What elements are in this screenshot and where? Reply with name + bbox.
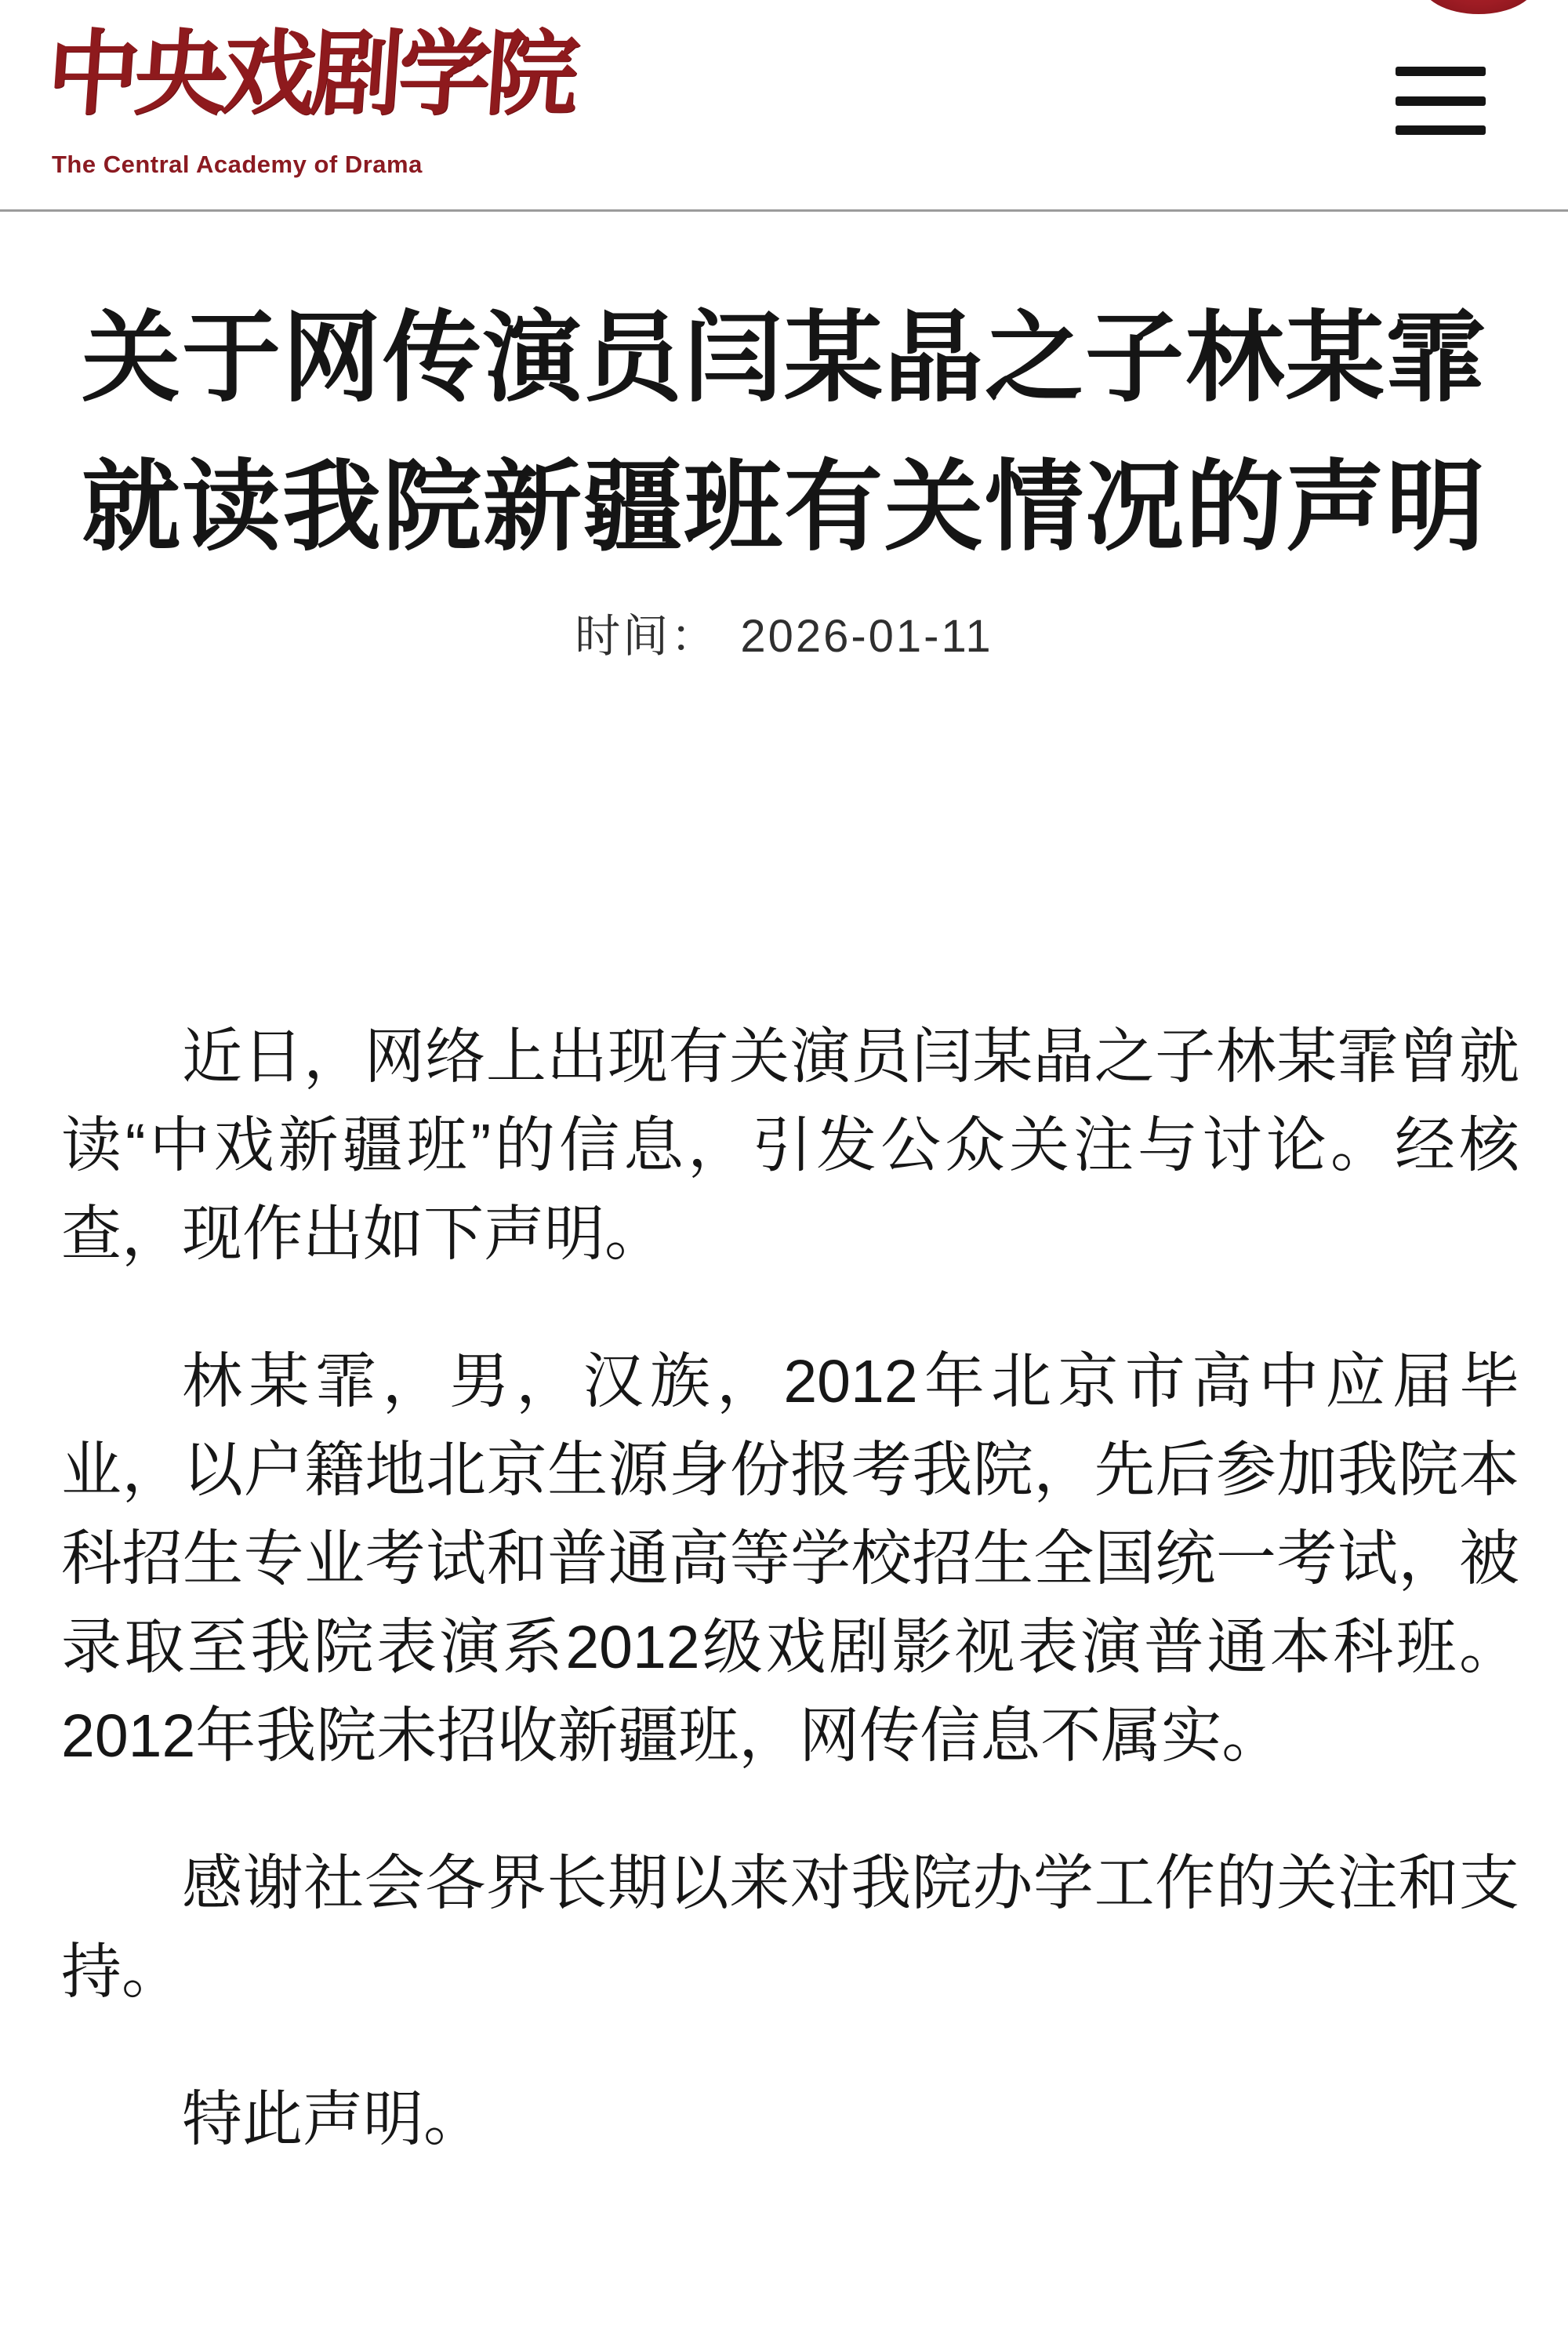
article-title-line-2: 就读我院新疆班有关情况的声明 [82, 452, 1486, 562]
header-divider [0, 209, 1568, 212]
hamburger-bar-top [1396, 67, 1486, 76]
paragraph: 感谢社会各界长期以来对我院办学工作的关注和支持。 [61, 1850, 1519, 2006]
hamburger-icon [1396, 67, 1486, 135]
article-date [0, 609, 1568, 664]
hamburger-bar-bottom [1396, 125, 1486, 135]
paragraph: 特此声明。 [182, 2086, 484, 2153]
article-body [61, 1013, 1519, 2223]
article-title [0, 284, 1568, 582]
hamburger-bar-middle [1396, 96, 1486, 106]
paragraph: 林某霏，男，汉族，2012年北京市高中应届毕业，以户籍地北京生源身份报考我院，先后参加我院本科招生专业考试和普通高等学校招生全国统一考试，被录取至我院表演系2012级戏剧影视表演普通本科班。2012年我院未招收新疆班，网传信息不属实。 [61, 1348, 1519, 1770]
logo-subtitle: The Central Academy of Drama [52, 151, 423, 178]
paragraph: 近日，网络上出现有关演员闫某晶之子林某霏曾就读“中戏新疆班”的信息，引发公众关注与讨论。经核查，现作出如下声明。 [61, 1023, 1519, 1268]
date-value: 2026-01-11 [740, 611, 993, 662]
logo[interactable] [43, 14, 578, 179]
menu-button[interactable] [1396, 67, 1486, 135]
article-title-line-1: 关于网传演员闫某晶之子林某霏 [82, 303, 1486, 413]
site-header [0, 0, 1568, 209]
logo-calligraphy: 中央戏剧学院 [43, 19, 578, 128]
notification-dot-icon [1421, 0, 1537, 14]
date-label: 时间： [575, 611, 719, 662]
